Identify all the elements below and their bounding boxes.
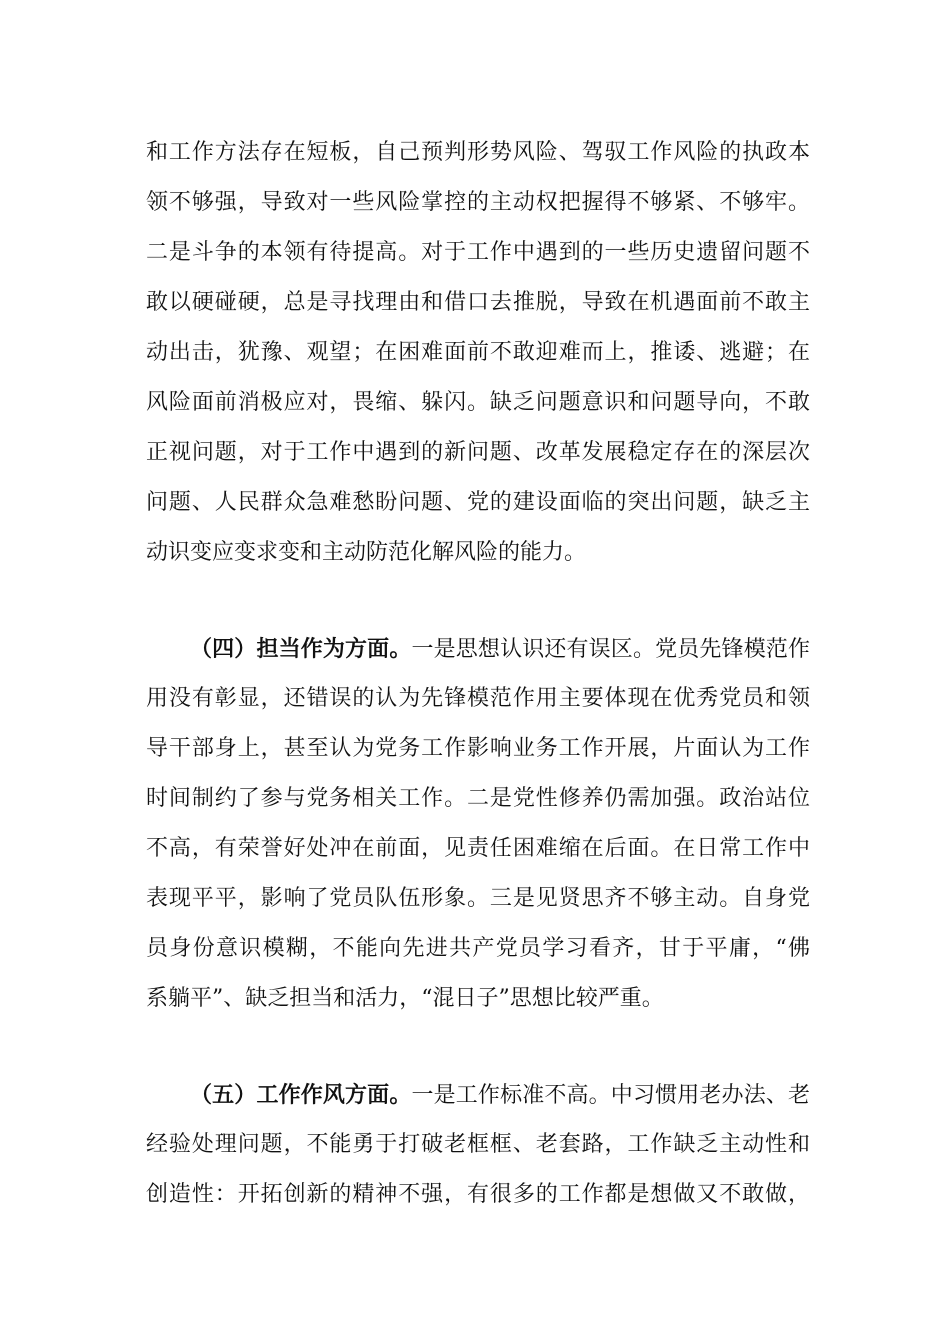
paragraph-1-line-6: 风险面前消极应对，畏缩、躲闪。缺乏问题意识和问题导向，不敢 [146,390,810,415]
paragraph-2-line-5: 不高，有荣誉好处冲在前面，见责任困难缩在后面。在日常工作中 [146,836,810,861]
paragraph-2-first-line-text: 一是思想认识还有误区。党员先锋模范作 [411,637,810,662]
paragraph-1-line-5: 动出击，犹豫、观望；在困难面前不敢迎难而上，推诿、逃避；在 [146,340,810,365]
paragraph-3-line-3: 创造性：开拓创新的精神不强，有很多的工作都是想做又不敢做， [146,1182,810,1207]
paragraph-3-heading: （五）工作作风方面。 [190,1082,412,1108]
paragraph-2-line-3: 导干部身上，甚至认为党务工作影响业务工作开展，片面认为工作 [146,736,810,761]
paragraph-1-line-8: 问题、人民群众急难愁盼问题、党的建设面临的突出问题，缺乏主 [146,490,810,515]
paragraph-2-heading: （四）担当作为方面。 [190,636,412,662]
paragraph-1-line-2: 领不够强，导致对一些风险掌控的主动权把握得不够紧、不够牢。 [146,190,810,215]
paragraph-1-line-7: 正视问题，对于工作中遇到的新问题、改革发展稳定存在的深层次 [146,440,810,465]
paragraph-3-first-line-text: 一是工作标准不高。中习惯用老办法、老 [411,1083,810,1108]
paragraph-1-line-9: 动识变应变求变和主动防范化解风险的能力。 [146,540,587,565]
paragraph-2-line-4: 时间制约了参与党务相关工作。二是党性修养仍需加强。政治站位 [146,786,810,811]
paragraph-2-line-7: 员身份意识模糊，不能向先进共产党员学习看齐，甘于平庸，“佛 [146,936,810,961]
paragraph-2-line-8: 系躺平”、缺乏担当和活力，“混日子”思想比较严重。 [146,986,664,1011]
paragraph-2-first-line [190,632,810,666]
paragraph-1-line-3: 二是斗争的本领有待提高。对于工作中遇到的一些历史遗留问题不 [146,240,810,265]
paragraph-2-line-6: 表现平平，影响了党员队伍形象。三是见贤思齐不够主动。自身党 [146,886,810,911]
paragraph-1-line-4: 敢以硬碰硬，总是寻找理由和借口去推脱，导致在机遇面前不敢主 [146,290,810,315]
paragraph-2-line-2: 用没有彰显，还错误的认为先锋模范作用主要体现在优秀党员和领 [146,686,810,711]
paragraph-3-line-2: 经验处理问题，不能勇于打破老框框、老套路，工作缺乏主动性和 [146,1132,810,1157]
paragraph-3-first-line [190,1078,810,1112]
paragraph-1-line-1: 和工作方法存在短板，自己预判形势风险、驾驭工作风险的执政本 [146,140,810,165]
